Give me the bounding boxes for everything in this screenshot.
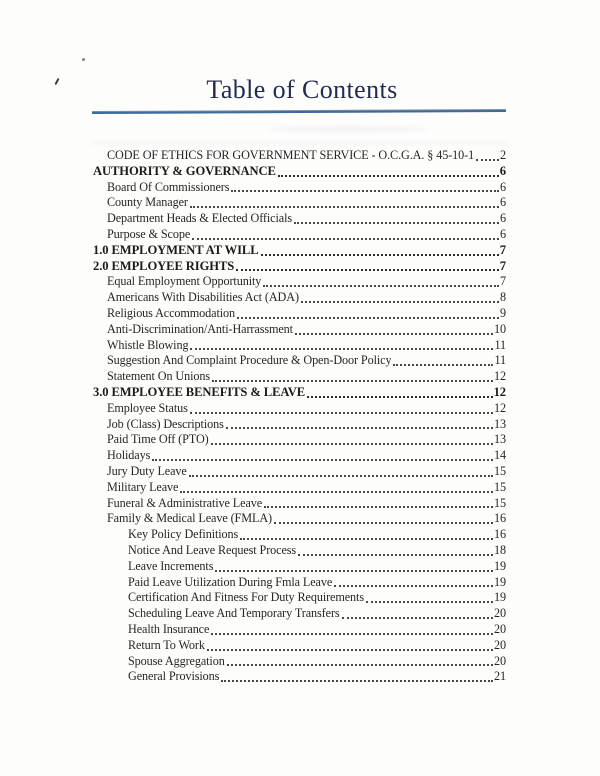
toc-entry [93, 353, 506, 369]
toc-dot-leader [236, 269, 499, 271]
page-title: Table of Contents [206, 75, 398, 104]
toc-dot-leader [393, 364, 493, 366]
toc-entry-label: Whistle Blowing [107, 337, 189, 352]
toc-dot-leader [211, 443, 493, 445]
table-of-contents-list [93, 148, 506, 685]
toc-entry-label: Scheduling Leave And Temporary Transfers [128, 606, 340, 621]
toc-entry-page: 6 [499, 163, 506, 178]
toc-entry-label: Board Of Commissioners [107, 179, 230, 194]
toc-entry [93, 527, 506, 543]
toc-entry [93, 164, 506, 180]
toc-entry [93, 543, 506, 559]
toc-entry-page: 6 [500, 179, 506, 194]
toc-entry-page: 20 [494, 606, 506, 621]
toc-dot-leader [476, 159, 499, 161]
toc-entry [93, 306, 506, 322]
toc-entry-page: 11 [494, 353, 506, 368]
toc-entry-label: 2.0 EMPLOYEE RIGHTS [93, 258, 235, 273]
toc-entry-page: 9 [500, 305, 506, 320]
toc-entry [93, 322, 506, 338]
toc-entry [93, 575, 506, 591]
toc-entry [93, 385, 506, 401]
toc-entry [93, 448, 506, 464]
toc-entry-page: 7 [500, 274, 506, 289]
toc-dot-leader [189, 475, 493, 477]
toc-entry-page: 6 [500, 195, 506, 210]
toc-entry [93, 180, 506, 196]
toc-dot-leader [301, 301, 499, 303]
toc-entry-label: Department Heads & Elected Officials [107, 211, 293, 226]
toc-entry-label: Paid Time Off (PTO) [107, 432, 209, 447]
toc-entry [93, 148, 506, 164]
toc-entry-label: Funeral & Administrative Leave [107, 495, 263, 510]
toc-entry-page: 13 [494, 432, 506, 447]
toc-entry-label: Spouse Aggregation [128, 653, 225, 668]
toc-entry-label: 1.0 EMPLOYMENT AT WILL [93, 242, 259, 257]
toc-entry [93, 559, 506, 575]
toc-dot-leader [240, 538, 493, 540]
scan-speck-dot [82, 58, 85, 61]
toc-dot-leader [307, 396, 493, 398]
toc-entry-page: 18 [494, 542, 506, 557]
toc-entry-page: 20 [494, 621, 506, 636]
toc-entry-label: Notice And Leave Request Process [128, 542, 297, 557]
toc-entry [93, 243, 506, 259]
toc-entry-label: Paid Leave Utilization During Fmla Leave [128, 574, 333, 589]
toc-dot-leader [295, 333, 493, 335]
toc-entry-label: Leave Increments [128, 558, 214, 573]
toc-entry-page: 12 [494, 400, 506, 415]
toc-dot-leader [278, 175, 499, 177]
toc-dot-leader [152, 459, 493, 461]
toc-entry [93, 590, 506, 606]
toc-entry [93, 227, 506, 243]
toc-entry [93, 259, 506, 275]
toc-dot-leader [180, 491, 493, 493]
toc-dot-leader [226, 427, 493, 429]
toc-dot-leader [190, 412, 493, 414]
toc-entry-page: 21 [494, 669, 506, 684]
toc-entry-page: 15 [494, 495, 506, 510]
toc-entry-page: 12 [493, 384, 506, 399]
toc-dot-leader [274, 522, 493, 524]
toc-dot-leader [190, 348, 493, 350]
toc-entry-label: Certification And Fitness For Duty Requirements [128, 590, 364, 605]
toc-dot-leader [221, 680, 493, 682]
toc-entry-label: Americans With Disabilities Act (ADA) [107, 290, 299, 305]
toc-entry-page: 20 [494, 637, 506, 652]
toc-dot-leader [231, 190, 499, 192]
toc-entry [93, 417, 506, 433]
title-underline-rule [92, 110, 506, 114]
toc-entry [93, 669, 506, 685]
toc-entry-label: General Provisions [128, 669, 220, 684]
toc-entry-page: 19 [494, 574, 506, 589]
toc-entry [93, 622, 506, 638]
toc-entry-page: 6 [500, 226, 506, 241]
toc-entry [93, 464, 506, 480]
toc-entry-label: Statement On Unions [107, 369, 211, 384]
toc-entry [93, 369, 506, 385]
toc-dot-leader [207, 649, 493, 651]
toc-entry-label: Military Leave [107, 479, 179, 494]
toc-dot-leader [211, 633, 493, 635]
toc-entry-page: 15 [494, 463, 506, 478]
toc-entry-page: 11 [494, 337, 506, 352]
toc-entry-page: 14 [494, 448, 506, 463]
toc-dot-leader [342, 617, 493, 619]
toc-entry-label: County Manager [107, 195, 188, 210]
toc-entry-page: 19 [494, 558, 506, 573]
toc-dot-leader [192, 238, 499, 240]
toc-entry-label: Equal Employment Opportunity [107, 274, 262, 289]
toc-entry-page: 8 [500, 290, 506, 305]
toc-dot-leader [298, 554, 493, 556]
toc-entry-label: Job (Class) Descriptions [107, 416, 224, 431]
toc-dot-leader [366, 601, 493, 603]
toc-entry-page: 2 [500, 148, 506, 162]
toc-entry-label: CODE OF ETHICS FOR GOVERNMENT SERVICE - O.C.G.A. § 45-10-1 [107, 148, 475, 162]
toc-entry [93, 496, 506, 512]
toc-entry-page: 16 [494, 527, 506, 542]
toc-entry [93, 606, 506, 622]
toc-entry [93, 511, 506, 527]
toc-entry-page: 12 [494, 369, 506, 384]
toc-entry-page: 10 [494, 321, 506, 336]
toc-dot-leader [190, 206, 499, 208]
toc-dot-leader [334, 585, 493, 587]
toc-entry-page: 6 [500, 211, 506, 226]
toc-entry [93, 211, 506, 227]
toc-entry-label: AUTHORITY & GOVERNANCE [93, 163, 276, 178]
toc-dot-leader [261, 254, 499, 256]
toc-entry-page: 20 [494, 653, 506, 668]
scan-smudge-band [90, 141, 510, 145]
toc-entry [93, 401, 506, 417]
toc-entry-label: Return To Work [128, 637, 205, 652]
toc-entry-label: Purpose & Scope [107, 226, 191, 241]
toc-entry-label: Key Policy Definitions [128, 527, 239, 542]
toc-entry [93, 638, 506, 654]
toc-entry-label: Religious Accommodation [107, 305, 236, 320]
toc-entry-page: 16 [494, 511, 506, 526]
toc-entry-label: Jury Duty Leave [107, 463, 187, 478]
toc-entry-label: Health Insurance [128, 621, 210, 636]
toc-dot-leader [212, 380, 493, 382]
toc-entry [93, 654, 506, 670]
toc-entry-label: Holidays [107, 448, 151, 463]
toc-entry [93, 338, 506, 354]
toc-entry-page: 7 [499, 242, 506, 257]
toc-dot-leader [227, 664, 493, 666]
toc-entry [93, 432, 506, 448]
toc-entry-label: 3.0 EMPLOYEE BENEFITS & LEAVE [93, 384, 306, 399]
toc-entry [93, 274, 506, 290]
toc-entry [93, 480, 506, 496]
toc-entry-page: 19 [494, 590, 506, 605]
toc-entry [93, 195, 506, 211]
toc-dot-leader [215, 570, 493, 572]
toc-dot-leader [237, 317, 499, 319]
toc-entry-page: 15 [494, 479, 506, 494]
toc-entry-page: 7 [499, 258, 506, 273]
toc-dot-leader [263, 285, 499, 287]
toc-entry-label: Anti-Discrimination/Anti-Harrassment [107, 321, 293, 336]
toc-entry-label: Employee Status [107, 400, 188, 415]
toc-entry [93, 290, 506, 306]
scan-smudge [268, 126, 428, 132]
toc-dot-leader [264, 506, 493, 508]
toc-entry-page: 13 [494, 416, 506, 431]
toc-entry-label: Family & Medical Leave (FMLA) [107, 511, 272, 526]
toc-entry-label: Suggestion And Complaint Procedure & Open-Door Policy [107, 353, 392, 368]
toc-dot-leader [294, 222, 499, 224]
